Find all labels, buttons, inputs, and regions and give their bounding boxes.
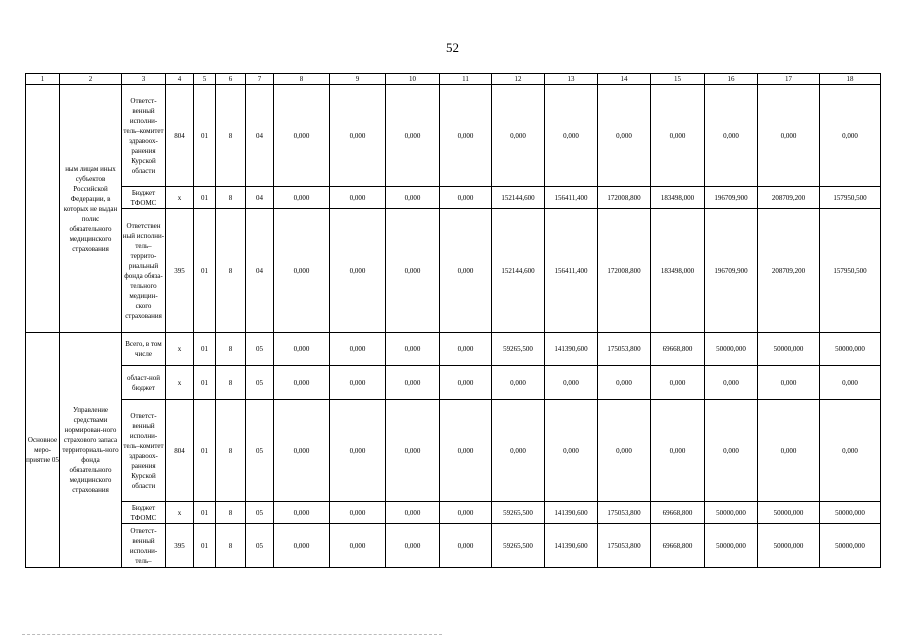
table-cell: 01 [194,85,216,187]
table-cell: 804 [166,85,194,187]
table-cell: 0,000 [330,85,386,187]
table-cell: 01 [194,187,216,209]
table-cell: 152144,600 [492,187,545,209]
table-cell: 0,000 [545,366,598,400]
table-cell: 175053,800 [598,502,651,524]
table-cell: 8 [216,187,246,209]
table-cell: 0,000 [386,524,440,568]
table-cell: 0,000 [386,187,440,209]
header-cell: 3 [122,74,166,85]
table-cell: 0,000 [758,366,820,400]
scan-artifact-line [22,634,442,635]
table-row [26,366,881,400]
table-cell: 0,000 [545,400,598,502]
executor-cell: Всего, в том числе [122,333,166,366]
table-cell: 0,000 [330,502,386,524]
table-cell: 0,000 [705,85,758,187]
measure-label: Основное меро-приятие 05 [26,333,60,568]
table-cell: 01 [194,502,216,524]
table-cell: 183498,000 [651,187,705,209]
table-cell: 05 [246,400,274,502]
table-cell: 183498,000 [651,209,705,333]
executor-cell: Ответствен ный исполни-тель– террито-риальный фонда обяза-тельного медицин-ского страхования [122,209,166,333]
header-cell: 14 [598,74,651,85]
table-cell: 0,000 [274,209,330,333]
group-a-description: ным лицам иных субъектов Российской Федерации, в которых не выдан полис обязательного медицинского страхования [60,85,122,333]
table-cell: 196709,900 [705,209,758,333]
table-cell: 01 [194,524,216,568]
header-cell: 1 [26,74,60,85]
table-cell: 0,000 [274,366,330,400]
header-cell: 7 [246,74,274,85]
table-cell: 50000,000 [705,524,758,568]
executor-cell: Бюджет ТФОМС [122,502,166,524]
table-cell: 04 [246,187,274,209]
table-cell: 50000,000 [758,502,820,524]
executor-cell: Бюджет ТФОМС [122,187,166,209]
table-cell: 0,000 [545,85,598,187]
table-cell: 8 [216,400,246,502]
table-cell: 0,000 [386,502,440,524]
table-cell: 8 [216,85,246,187]
table-cell: 0,000 [758,400,820,502]
table-cell: 152144,600 [492,209,545,333]
table-cell: 0,000 [492,85,545,187]
table-cell: 50000,000 [820,524,881,568]
table-cell: 156411,400 [545,209,598,333]
table-cell: 50000,000 [820,502,881,524]
header-cell: 11 [440,74,492,85]
table-cell: 0,000 [440,209,492,333]
table-row [26,333,881,366]
group-a-col1 [26,85,60,333]
executor-cell: Ответст-венный исполни-тель–комитет здравоох-ранения Курской области [122,400,166,502]
table-cell: 0,000 [492,366,545,400]
table-cell: 0,000 [440,187,492,209]
table-cell: 0,000 [440,333,492,366]
budget-table [25,73,881,568]
table-row [26,187,881,209]
table-cell: 0,000 [651,85,705,187]
group-b-description: Управление средствами нормирован-ного страхового запаса территориаль-ного фонда обязательного медицинского страхования [60,333,122,568]
table-row [26,85,881,187]
table-cell: 157950,500 [820,209,881,333]
executor-cell: Ответст-венный исполни-тель–комитет здравоох-ранения Курской области [122,85,166,187]
table-cell: х [166,187,194,209]
table-cell: 141390,600 [545,524,598,568]
table-cell: 0,000 [651,400,705,502]
header-cell: 12 [492,74,545,85]
table-cell: 59265,500 [492,502,545,524]
table-row [26,209,881,333]
table-cell: х [166,366,194,400]
table-cell: 0,000 [274,400,330,502]
table-cell: 208709,200 [758,187,820,209]
table-cell: 0,000 [820,85,881,187]
table-cell: 395 [166,524,194,568]
table-cell: 0,000 [820,366,881,400]
table-cell: 0,000 [274,333,330,366]
table-cell: 141390,600 [545,502,598,524]
header-cell: 6 [216,74,246,85]
table-cell: х [166,333,194,366]
table-cell: 0,000 [386,85,440,187]
table-cell: 0,000 [330,400,386,502]
table-cell: 05 [246,366,274,400]
table-cell: 0,000 [651,366,705,400]
table-cell: 175053,800 [598,524,651,568]
table-cell: 50000,000 [758,524,820,568]
table-cell: 0,000 [705,400,758,502]
table-cell: 0,000 [386,333,440,366]
table-cell: 0,000 [440,502,492,524]
table-cell: 172008,800 [598,209,651,333]
header-cell: 2 [60,74,122,85]
table-cell: 157950,500 [820,187,881,209]
table-cell: 0,000 [598,366,651,400]
table-cell: 0,000 [330,366,386,400]
header-cell: 4 [166,74,194,85]
table-cell: 0,000 [274,187,330,209]
table-cell: 141390,600 [545,333,598,366]
table-cell: 50000,000 [820,333,881,366]
header-cell: 5 [194,74,216,85]
table-cell: 208709,200 [758,209,820,333]
table-cell: 172008,800 [598,187,651,209]
header-cell: 16 [705,74,758,85]
header-cell: 13 [545,74,598,85]
table-cell: 8 [216,366,246,400]
header-cell: 18 [820,74,881,85]
table-cell: 0,000 [330,209,386,333]
table-cell: 50000,000 [705,502,758,524]
table-cell: 69668,800 [651,333,705,366]
table-cell: 05 [246,524,274,568]
table-cell: 395 [166,209,194,333]
table-cell: 156411,400 [545,187,598,209]
table-cell: 50000,000 [705,333,758,366]
table-cell: 175053,800 [598,333,651,366]
table-cell: 8 [216,502,246,524]
table-cell: 0,000 [758,85,820,187]
page-number: 52 [446,40,459,55]
table-cell: 8 [216,209,246,333]
table-cell: 0,000 [386,400,440,502]
table-cell: 0,000 [330,333,386,366]
table-cell: 0,000 [705,366,758,400]
table-cell: 0,000 [440,400,492,502]
table-cell: 69668,800 [651,502,705,524]
table-cell: 196709,900 [705,187,758,209]
table-row [26,400,881,502]
header-cell: 10 [386,74,440,85]
table-cell: 59265,500 [492,333,545,366]
executor-cell: Ответст-венный исполни-тель– [122,524,166,568]
table-cell: 0,000 [386,366,440,400]
header-cell: 9 [330,74,386,85]
table-cell: 0,000 [440,366,492,400]
table-cell: 01 [194,333,216,366]
table-cell: 804 [166,400,194,502]
header-cell: 8 [274,74,330,85]
table-cell: 0,000 [492,400,545,502]
table-cell: 04 [246,209,274,333]
table-cell: 8 [216,333,246,366]
table-cell: 0,000 [598,85,651,187]
table-cell: 04 [246,85,274,187]
table-cell: 0,000 [274,502,330,524]
table-cell: 0,000 [598,400,651,502]
table-cell: 01 [194,366,216,400]
table-cell: 0,000 [330,524,386,568]
header-cell: 15 [651,74,705,85]
table-cell: 0,000 [820,400,881,502]
table-cell: 0,000 [440,85,492,187]
table-row [26,524,881,568]
header-cell: 17 [758,74,820,85]
table-cell: 05 [246,502,274,524]
header-row [26,74,881,85]
table-cell: 05 [246,333,274,366]
table-cell: х [166,502,194,524]
table-cell: 0,000 [274,524,330,568]
table-cell: 01 [194,209,216,333]
table-row [26,502,881,524]
table-cell: 50000,000 [758,333,820,366]
table-cell: 0,000 [386,209,440,333]
table-cell: 59265,500 [492,524,545,568]
table-cell: 0,000 [330,187,386,209]
table-cell: 69668,800 [651,524,705,568]
executor-cell: област-ной бюджет [122,366,166,400]
table-cell: 0,000 [274,85,330,187]
table-cell: 01 [194,400,216,502]
table-cell: 0,000 [440,524,492,568]
table-cell: 8 [216,524,246,568]
